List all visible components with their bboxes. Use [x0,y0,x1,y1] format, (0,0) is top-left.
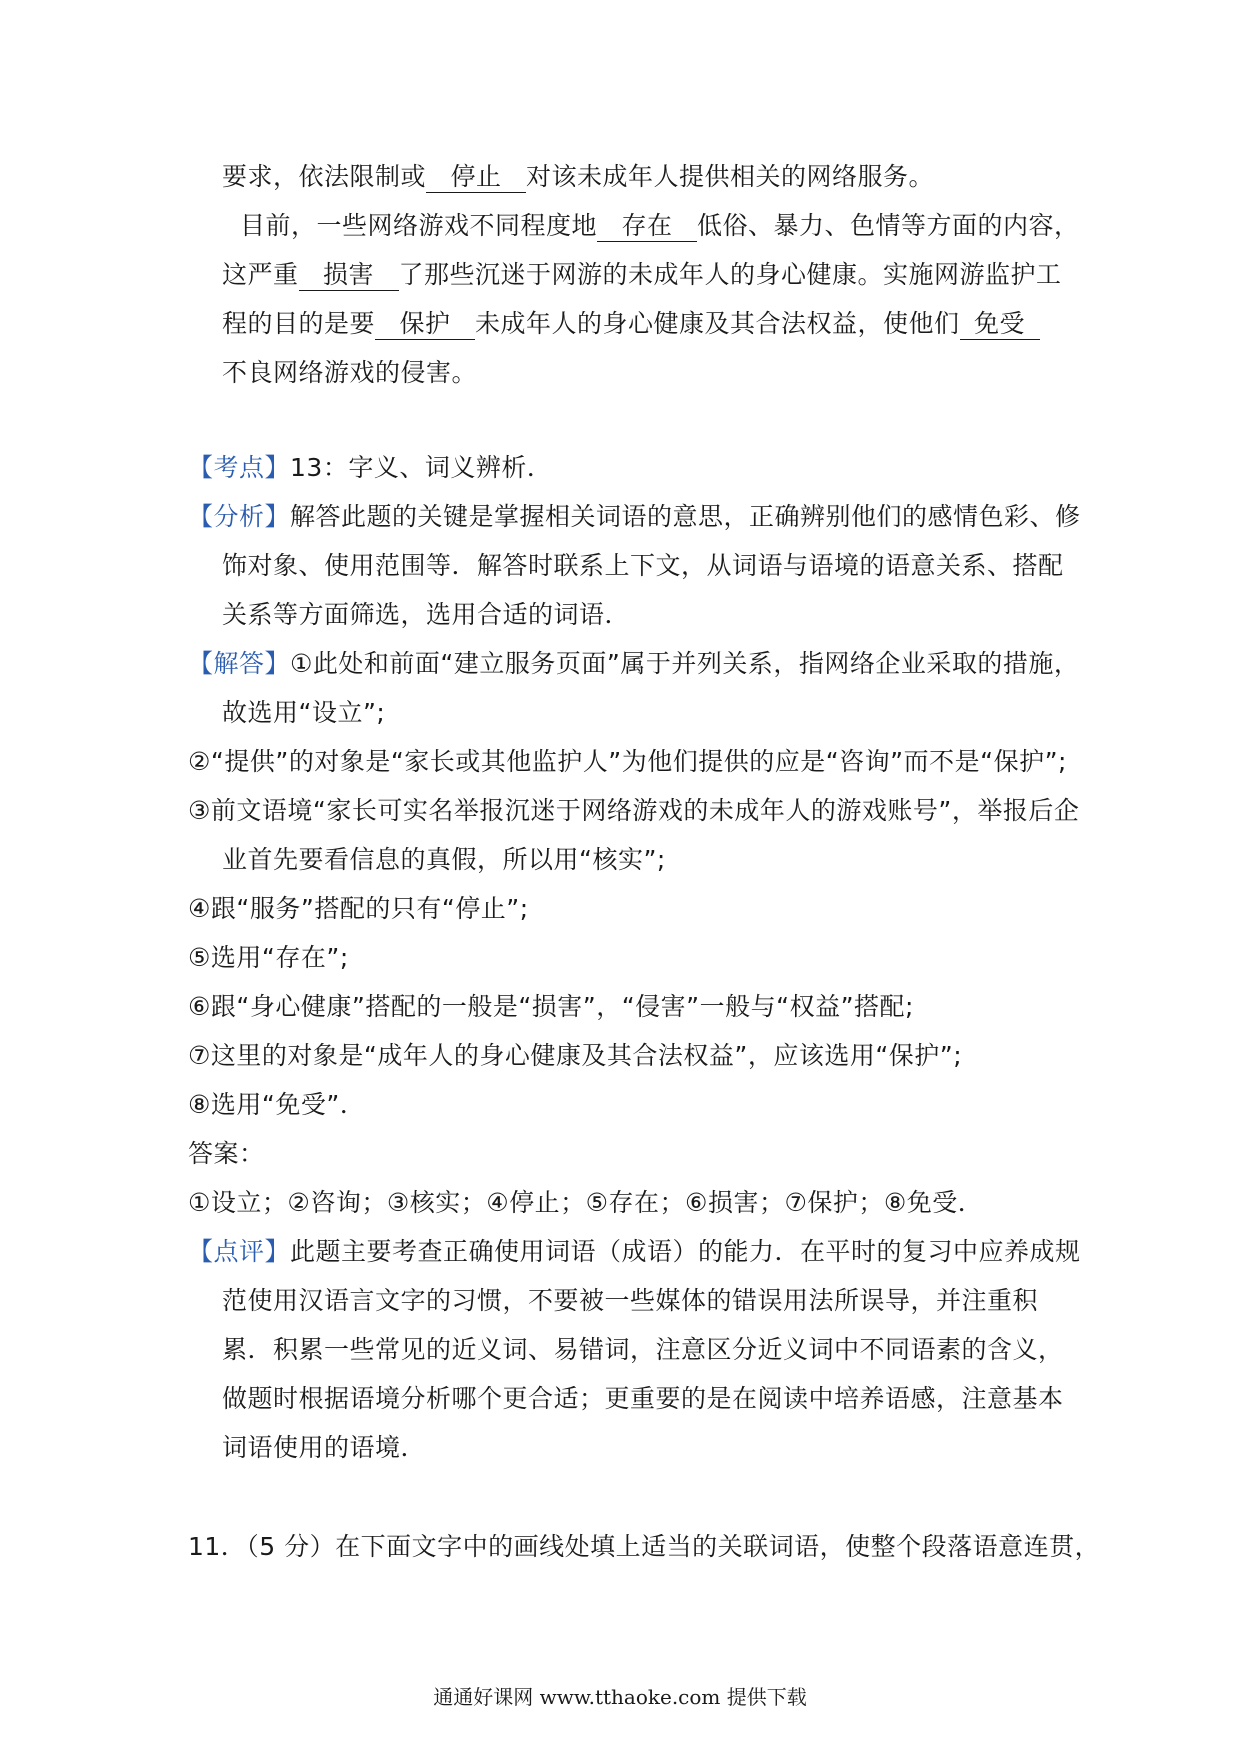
kaodian-tag: 【考点】 [188,453,291,482]
passage-line-1: 要求，依法限制或 停止 对该未成年人提供相关的网络服务。 [222,162,935,191]
fenxi-tag: 【分析】 [188,502,291,531]
page-footer: 通通好课网 www.tthaoke.com 提供下载 [433,1685,807,1709]
jieda-line-5: 业首先要看信息的真假，所以用“核实”; [222,845,666,874]
answer-label: 答案： [188,1139,265,1168]
answer-text: ①设立；②咨询；③核实；④停止；⑤存在；⑥损害；⑦保护；⑧免受． [188,1188,984,1217]
jieda-line-7: ⑤选用“存在”; [188,943,349,972]
jieda-tag: 【解答】 [188,649,291,678]
passage-line-3: 这严重 损害 了那些沉迷于网游的未成年人的身心健康。实施网游监护工 [222,260,1062,289]
fill-blank: 保护 [375,309,475,340]
jieda-line-1: 【解答】①此处和前面“建立服务页面”属于并列关系，指网络企业采取的措施， [188,649,1080,678]
jieda-line-6: ④跟“服务”搭配的只有“停止”; [188,894,529,923]
dianping-line-1: 【点评】此题主要考查正确使用词语（成语）的能力．在平时的复习中应养成规 [188,1237,1081,1266]
dianping-tag: 【点评】 [188,1237,291,1266]
dianping-line-5: 词语使用的语境． [222,1433,427,1462]
fenxi-line-3: 关系等方面筛选，选用合适的词语． [222,600,631,629]
jieda-line-2: 故选用“设立”; [222,698,386,727]
dianping-line-2: 范使用汉语言文字的习惯，不要被一些媒体的错误用法所误导，并注重积 [222,1286,1039,1315]
dianping-line-3: 累．积累一些常见的近义词、易错词，注意区分近义词中不同语素的含义， [222,1335,1064,1364]
jieda-line-10: ⑧选用“免受”． [188,1090,366,1119]
jieda-line-9: ⑦这里的对象是“成年人的身心健康及其合法权益”，应该选用“保护”; [188,1041,963,1070]
fill-blank: 存在 [597,211,697,242]
passage-line-2: 目前，一些网络游戏不同程度地 存在 低俗、暴力、色情等方面的内容， [240,211,1080,240]
dianping-line-4: 做题时根据语境分析哪个更合适；更重要的是在阅读中培养语感，注意基本 [222,1384,1064,1413]
fenxi-line-1: 【分析】解答此题的关键是掌握相关词语的意思，正确辨别他们的感情色彩、修 [188,502,1081,531]
fill-blank: 停止 [426,162,526,193]
passage-line-4: 程的目的是要 保护 未成年人的身心健康及其合法权益，使他们 免受 [222,307,1040,341]
jieda-line-4: ③前文语境“家长可实名举报沉迷于网络游戏的未成年人的游戏账号”，举报后企 [188,796,1080,825]
fill-blank: 损害 [299,260,399,291]
kaodian-line: 【考点】13：字义、词义辨析． [188,453,553,482]
jieda-line-3: ②“提供”的对象是“家长或其他监护人”为他们提供的应是“咨询”而不是“保护”; [188,747,1067,776]
fenxi-line-2: 饰对象、使用范围等．解答时联系上下文，从词语与语境的语意关系、搭配 [222,551,1064,580]
passage-line-5: 不良网络游戏的侵害。 [222,358,478,387]
question-11: 11．（5 分）在下面文字中的画线处填上适当的关联词语，使整个段落语意连贯， [188,1532,1101,1561]
fill-blank: 免受 [960,309,1040,340]
jieda-line-8: ⑥跟“身心健康”搭配的一般是“损害”，“侵害”一般与“权益”搭配; [188,992,914,1021]
